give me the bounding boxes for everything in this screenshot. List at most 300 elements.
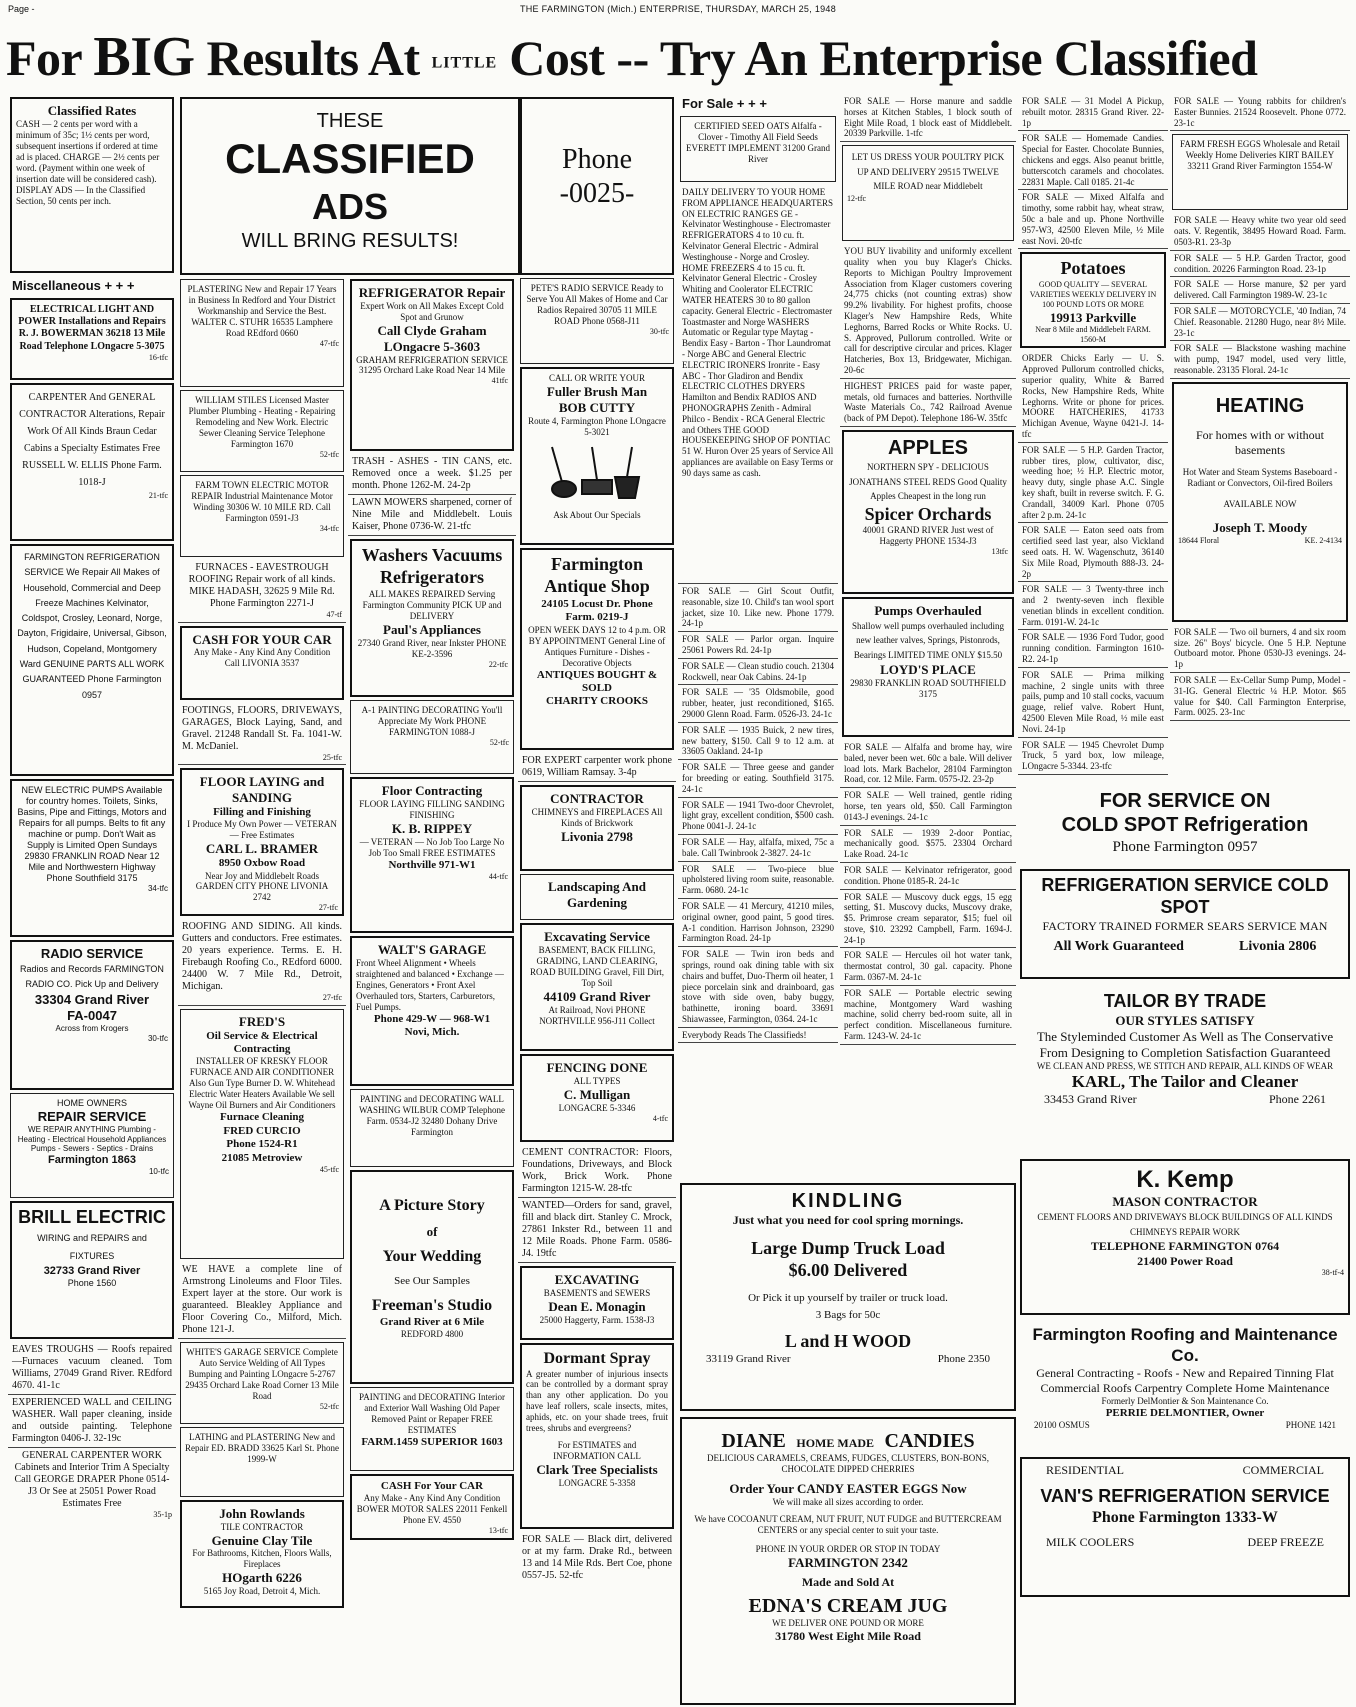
cash-car-ad: [180, 626, 344, 700]
column-5: [678, 94, 838, 1043]
tailor-small: WE CLEAN AND PRESS, WE STITCH AND REPAIR, ALL KINDS OF WEAR: [1036, 1060, 1334, 1071]
excav2-title: EXCAVATING: [554, 1272, 640, 1287]
kindling-addr: 33119 Grand River: [706, 1352, 791, 1365]
cold-phone: Phone Farmington 0957: [1112, 838, 1258, 855]
frig-tail: GRAHAM REFRIGERATION SERVICE 31295 Orchard Lake Road Near 14 Mile: [356, 354, 508, 376]
motor-repair-ad: [180, 475, 344, 557]
sale-studio-couch: [678, 659, 838, 686]
frig-code: 41tfc: [491, 376, 508, 386]
furnace-ad: [178, 560, 346, 623]
pauls-addr: 27340 Grand River, near Inkster PHONE KE-2-3596: [357, 637, 507, 659]
expert-carpenter-ad: [518, 753, 676, 782]
lathing-text: LATHING and PLASTERING New and Repair ED. BRADD 33625 Karl St. Phone 1999-W: [185, 1431, 339, 1464]
fence-code: 4-tfc: [652, 1113, 668, 1123]
floor-text: I Produce My Own Power — VETERAN — Free Estimates: [187, 819, 337, 841]
roofing-ad: [178, 919, 346, 1006]
rs-right: Livonia 2806: [1239, 938, 1317, 954]
spray-phone: LONGACRE 5-3358: [558, 1478, 636, 1489]
cash-car-text: Any Make - Any Kind Any Condition Call LIVONIA 3537: [193, 647, 331, 669]
karl-footer: [1024, 1092, 1346, 1107]
fuller-top: CALL OR WRITE YOUR: [549, 373, 645, 383]
tailor-sub: OUR STYLES SATISFY: [1115, 1012, 1255, 1028]
sewing-code: 24-1c: [900, 1031, 922, 1042]
fuller-addr: Route 4, Farmington Phone LOngacre 5-3021: [528, 415, 666, 437]
fred-phone: Phone 1524-R1: [226, 1138, 298, 1151]
washing-text: FOR SALE — Blackstone washing machine with pump, 1947 model, used very little, reasonable. 23135 Floral.: [1174, 343, 1346, 375]
freeman-name: Freeman's Studio: [371, 1297, 493, 1315]
sale-buick: [678, 723, 838, 760]
brill-title: BRILL ELECTRIC: [18, 1207, 166, 1227]
kemp-name: K. Kemp: [1136, 1166, 1234, 1193]
heating-name: Joseph T. Moody: [1212, 520, 1308, 536]
motorcycle-ad: [1170, 304, 1350, 341]
cash-for-car-ad: [350, 1474, 514, 1540]
brill-electric-ad: [10, 1201, 174, 1339]
oats-text: CERTIFIED SEED OATS Alfalfa - Clover - Timothy All Field Seeds EVERETT IMPLEMENT 31200 Grand River: [686, 121, 830, 164]
carpenter-ad: [10, 383, 174, 541]
fred-name: FRED CURCIO: [223, 1124, 301, 1137]
karl-phone: Phone 2261: [1269, 1092, 1326, 1107]
picture-samples: See Our Samples: [394, 1274, 470, 1287]
paint2-text: PAINTING and DECORATING Interior and Exterior Wall Washing Old Paper Removed Paint or Repaper FREE ESTIMATES: [359, 1392, 505, 1435]
vans-bot-right: DEEP FREEZE: [1247, 1535, 1324, 1550]
fred-sub: Oil Service & Electrical Contracting: [206, 1029, 318, 1056]
loyd-name: LOYD'S PLACE: [880, 661, 976, 677]
sale-living-room: [678, 862, 838, 899]
cash2-text: Any Make - Any Kind Any Condition BOWER MOTOR SALES 22011 Fenkell Phone EV. 4550: [356, 1493, 508, 1526]
cold-title: FOR SERVICE ON: [1099, 790, 1271, 812]
rabbits-code: 23-1c: [1174, 117, 1195, 128]
freeman-addr: Grand River at 6 Mile: [379, 1315, 485, 1328]
garden-text: FOR SALE — 5 H.P. Garden Tractor, good condition. 20226 Farmington Road.: [1174, 252, 1346, 274]
floor-contracting-ad: [350, 777, 514, 933]
expert-code: 3-4p: [618, 767, 637, 778]
sale2-text: FOR SALE — Parlor organ. Inquire 25061 Powers Rd.: [682, 634, 834, 655]
eaton-code: 24-2p: [1022, 557, 1165, 579]
sale3-text: FOR SALE — Clean studio couch. 21304 Rockwell, near Oak Cabins.: [682, 660, 834, 682]
pumps-ov-title: Pumps Overhauled: [874, 602, 982, 618]
tile-body: For Bathrooms, Kitchen, Floors Walls, Fireplaces: [192, 1548, 332, 1570]
potatoes-title: Potatoes: [1060, 258, 1126, 279]
candies-code: 21-4c: [1114, 176, 1135, 187]
brushes-illustration: [537, 442, 657, 502]
roofing-code: 27-tfc: [322, 993, 342, 1003]
column-6: [840, 94, 1016, 1045]
paint-code: 52-tfc: [489, 737, 509, 747]
washing-code: 24-1c: [1267, 364, 1289, 375]
a1-painting-ad: [350, 700, 514, 774]
pete-text: PETE'S RADIO SERVICE Ready to Serve You All Makes of Home and Car Radios Repaired 30705 11 MILE ROAD Phone 0568-J11: [526, 283, 668, 326]
milking-machine-ad: [1018, 668, 1168, 738]
column-8: [1170, 94, 1350, 721]
kindling-bags: 3 Bags for 50c: [815, 1309, 881, 1322]
phone-0025-box: [520, 97, 674, 275]
potatoes-body: GOOD QUALITY — SEVERAL VARIETIES WEEKLY DELIVERY IN 100 POUND LOTS OR MORE: [1029, 280, 1157, 309]
horse2-code: 23-1c: [1306, 290, 1328, 301]
banner-little: LITTLE: [431, 54, 498, 72]
radio-code: 30-tfc: [147, 1033, 168, 1043]
pumps-text: NEW ELECTRIC PUMPS Available for country homes. Toilets, Sinks, Basins, Pipe and Fittings, Motors and Repairs for all pumps. Belts to fit any machine or pump. Don't Wait as Supply is Limited Open Sundays 29830 FRANKLIN ROAD Near 12 Mile and Northwestern Highway Phone Southfield 3175: [17, 785, 167, 883]
garden-tractor-ad: [1018, 443, 1168, 524]
contractor-phone: Livonia 2798: [561, 828, 633, 844]
floor-sub: Filling and Finishing: [213, 805, 311, 818]
excavating-service-ad: [520, 923, 674, 1051]
potatoes-addr: 19913 Parkville: [1049, 309, 1137, 325]
column-7: [1018, 94, 1168, 775]
kemp-code: 38-tf-4: [1321, 1268, 1344, 1278]
pontiac-code: 24-1c: [887, 849, 909, 860]
spicer-addr: 40001 GRAND RIVER Just west of Haggerty PHONE 1534-J3: [862, 525, 994, 547]
cement-ad: [518, 1145, 676, 1198]
radio-phone: FA-0047: [67, 1008, 117, 1024]
floor-tail: Near Joy and Middlebelt Roads GARDEN CITY PHONE LIVONIA 2742: [195, 870, 329, 903]
motor-code: 34-tfc: [319, 523, 339, 533]
pickup-code: 22-1p: [1022, 106, 1165, 128]
ducks-code: 24-1p: [844, 934, 865, 945]
sale7-code: 24-1c: [735, 821, 757, 832]
footings-text: FOOTINGS, FLOORS, DRIVEWAYS, GARAGES, Block Laying, Sand, and Gravel. 21248 Randall St. Fa. 1041-W. M. McDaniel.: [182, 704, 342, 752]
pauls-name: Paul's Appliances: [383, 621, 481, 637]
horse-manure-ad: [840, 94, 1016, 142]
eaton-oats-ad: [1018, 523, 1168, 582]
diane-candies-ad: [680, 1417, 1016, 1705]
radio-addr: 33304 Grand River: [34, 992, 150, 1008]
brome-hay-ad: [840, 740, 1016, 788]
lawn-code: 21-tfc: [447, 521, 471, 532]
chevy-text: FOR SALE — 1945 Chevrolet Dump Truck, 5 yard box, low mileage, LOngacre 5-3344.: [1022, 739, 1164, 772]
rs-title: REFRIGERATION SERVICE COLD SPOT: [1041, 875, 1329, 917]
poultry-text: LET US DRESS YOUR POULTRY PICK UP AND DELIVERY 29515 TWELVE MILE ROAD near Middlebelt: [851, 152, 1005, 191]
antique-name: CHARITY CROOKS: [546, 695, 648, 708]
antique-buy: ANTIQUES BOUGHT & SOLD: [536, 668, 658, 694]
repair-text: WE REPAIR ANYTHING Plumbing - Heating - Electrical Household Appliances Pumps - Sewers - Septics - Drains: [17, 1124, 167, 1154]
pumps-code: 34-tfc: [147, 883, 168, 893]
brill-text: WIRING and REPAIRS and FIXTURES: [37, 1232, 147, 1261]
vans-footer: [1026, 1535, 1344, 1550]
fence-name: C. Mulligan: [563, 1086, 631, 1102]
roof-title: Farmington Roofing and Maintenance Co.: [1032, 1325, 1338, 1365]
cash2-code: 13-tfc: [488, 1526, 508, 1536]
petes-radio-ad: [520, 278, 674, 364]
floor-addr: 8950 Oxbow Road: [218, 857, 306, 870]
excav-addr: 44109 Grand River: [543, 988, 651, 1004]
column-4: [518, 94, 676, 1584]
sale-hay: [678, 835, 838, 862]
radio-tail: Across from Krogers: [55, 1024, 129, 1034]
highest-prices-ad: [840, 379, 1016, 427]
blackstone-washer-ad: [1170, 341, 1350, 378]
floor-laying-ad: [180, 768, 344, 916]
moto-text: FOR SALE — MOTORCYCLE, '40 Indian, 74 Chief. Reasonable. 21280 Hugo, near 8½ Mile.: [1174, 305, 1346, 327]
ducks-text: FOR SALE — Muscovy duck eggs, 15 egg setting, $1. Muscovy ducks, Muscovy drake, $5. Primrose cream separator, $15; fuel oil stove, $10. 23292 Campbell, Farm. 1694-J.: [844, 891, 1012, 934]
cold-sub: COLD SPOT Refrigeration: [1061, 814, 1309, 837]
sale8-text: FOR SALE — Hay, alfalfa, mixed, 75c a bale. Call Twinbrook 2-3827.: [682, 836, 834, 858]
ford-tudor-ad: [1018, 630, 1168, 667]
alfalfa-code: 20-tfc: [1060, 235, 1083, 246]
wanted-text: WANTED—Orders for sand, gravel, fill and black dirt. Stanley C. Mrock, 27861 Inkster Rd., between 11 and 12 Mile Roads. Phone Farm. 0586-J4.: [522, 1200, 672, 1259]
picture-of: of: [426, 1223, 438, 1239]
apples-ad: [842, 430, 1014, 594]
motor-text: FARM TOWN ELECTRIC MOTOR REPAIR Industrial Maintenance Motor Winding 30306 W. 10 MILE RD. Call Farmington 0591-J3: [191, 480, 333, 523]
kindling-title: KINDLING: [791, 1190, 905, 1212]
excav2-addr: 25000 Haggerty, Farm. 1538-J3: [539, 1314, 655, 1325]
dirt-text: FOR SALE — Black dirt, delivered or at my farm. Drake Rd., between 13 and 14 Mile Rds. Bert Coe, phone 0557-J5.: [522, 1534, 672, 1581]
rs-body: FACTORY TRAINED FORMER SEARS SERVICE MAN: [1042, 918, 1328, 933]
kelv-text: FOR SALE — Kelvinator refrigerator, good condition. Phone 0185-R.: [844, 864, 1012, 886]
page-banner: [6, 28, 1350, 86]
tile-phone: HOgarth 6226: [222, 1570, 302, 1586]
tractor-text: FOR SALE — 5 H.P. Garden Tractor, rubber tires, plow, cultivator, disc, weeding hoe; ½ H.P. Electric motor, heavy duty, single phase A.C. Single key shaft, built in reverse switch. F. G. Crandall, 34009 Karl. Phone 0705 after 2 p.m.: [1022, 444, 1164, 520]
fc-title: Floor Contracting: [381, 783, 483, 798]
pickup-ad: [1018, 94, 1168, 131]
classified-rates-box: [10, 97, 174, 273]
stiles-text: WILLIAM STILES Licensed Master Plumber Plumbing - Heating - Repairing Remodeling and New Work. Electric Sewer Cleaning Service Telephone Farmington 1670: [188, 395, 336, 449]
excav-text: BASEMENT, BACK FILLING, GRADING, LAND CLEARING, ROAD BUILDING Gravel, Fill Dirt, Top Soil: [530, 944, 664, 988]
contractor-title: CONTRACTOR: [550, 791, 644, 806]
sale4-text: FOR SALE — '35 Oldsmobile, good rubber, heater, just reconditioned, $165. 29000 Glenn Road. Farm. 0526-J3.: [682, 687, 834, 719]
tudor-text: FOR SALE — 1936 Ford Tudor, good running condition. Farmington 1610-R2.: [1022, 632, 1164, 665]
brill-phone: Phone 1560: [67, 1278, 117, 1289]
pumps-overhauled-ad: [842, 597, 1014, 737]
wilbur-painting-ad: [350, 1089, 514, 1167]
chicks-text: ORDER Chicks Early — U. S. Approved Pullorum controlled chicks, superior quality, White & Barred Rocks, New Hampshire Reds, White Leghorns. Write or phone for prices. MOORE HATCHERIES, 41733 Michigan Avenue, Wayne 0421-J.: [1022, 353, 1164, 429]
rowlands-name: John Rowlands: [219, 1505, 305, 1521]
pontiac-ad: [840, 826, 1016, 863]
fc-name: K. B. RIPPEY: [391, 820, 473, 836]
apples-title: APPLES: [887, 436, 969, 459]
roofing-text: ROOFING AND SIDING. All kinds. Gutters and conductors. Free estimates. 20 years experience. Terms. E. H. Firebaugh Roofing Co., REdford 6000. 24400 W. 7 Mile Rd., Detroit, Michigan.: [182, 921, 342, 993]
plastering-text: PLASTERING New and Repair 17 Years in Business In Redford and Your District Workmanship and Service the Best. WALTER C. STUHR 16535 Lamphere Road REdford 0660: [187, 284, 337, 338]
rabbits-ad: [1170, 94, 1350, 131]
spray-text: A greater number of injurious insects can be controlled by a dormant spray than any other application. Do you have leaf rollers, scale insects, mites, aphids, etc. on your shade trees, fruit trees, shrubs and evergreens?: [526, 1368, 668, 1434]
kindling-price: $6.00 Delivered: [788, 1259, 908, 1280]
vans-phone: Phone Farmington 1333-W: [1092, 1508, 1278, 1526]
milking-code: 24-1p: [1044, 723, 1066, 734]
tile-addr: 5165 Joy Road, Detroit 4, Mich.: [203, 1586, 321, 1597]
moto-code: 23-1c: [1174, 327, 1195, 338]
appliance-headquarters-ad: DAILY DELIVERY TO YOUR HOME FROM APPLIANCE HEADQUARTERS ON ELECTRIC RANGES GE - Kelvinator Westinghouse - Electromaster REFRIGERATORS 4 to 10 cu. ft. Kelvinator General Electric - Admiral Westinghouse - Norge and Crosley. HOME FREEZERS 4 to 15 cu. ft. Kelvinator General Electric - Crosley Whiting and Coolerator ELECTRIC WATER HEATERS 30 to 80 gallon capacity. General Electric - Electromaster Toastmaster and Norge WASHERS Automatic or Regular type Maytag - Bendix Easy - Barton - Thor Laundromat - Norge ABC and General Electric ELECTRIC IRONERS Ironrite - Easy ABC - Thor Gladiron and Bendix ELECTRIC CLOTHES DRYERS Hamilton and Bendix RADIOS AND PHONOGRAPHS Zenith - Admiral Philco - Bendix - RCA General Electric and Others THE GOOD HOUSEKEEPING SHOP OF PONTIAC 51 W. Huron Over 25 years of Service All appliances are available on Easy Terms or 90 days same as cash.: [678, 185, 838, 584]
floor-name: CARL L. BRAMER: [205, 841, 319, 857]
highest-text: HIGHEST PRICES paid for waste paper, metals, old furnaces and batteries. Northville Waste Materials Co., 742 Railroad Avenue (back of PM Depot). Telephone 186-W.: [844, 380, 1012, 424]
banner-text-3: Cost -- Try An Enterprise Classified: [497, 30, 1258, 86]
pontiac-text: FOR SALE — 1939 2-door Pontiac, mechanically good. $575. 23304 Orchard Lake Road.: [844, 827, 1012, 860]
pete-code: 30-tfc: [649, 326, 669, 336]
hercules-text: FOR SALE — Hercules oil hot water tank, thermostat control, 30 gal. capacity. Phone Farm. 0367-M.: [844, 950, 1012, 983]
chevy-code: 23-tfc: [1090, 761, 1112, 772]
sewing-machine-ad: [840, 986, 1016, 1045]
sale7-text: FOR SALE — 1941 Two-door Chevrolet, light gray, excellent condition, $500 cash. Phone 0041-J.: [682, 799, 834, 832]
frig-name: Call Clyde Graham: [377, 322, 487, 338]
paint-text: A-1 PAINTING DECORATING You'll Appreciate My Work PHONE FARMINGTON 1088-J: [361, 705, 503, 737]
contractor-ad: [520, 785, 674, 871]
masthead-line: THE FARMINGTON (Mich.) ENTERPRISE, THURSDAY, MARCH 25, 1948: [519, 4, 837, 14]
sale11-code: 24-1c: [797, 1013, 818, 1024]
fred-clean: Furnace Cleaning: [219, 1111, 305, 1124]
farmington-roofing-ad: [1020, 1321, 1350, 1451]
floor-title: FLOOR LAYING and SANDING: [199, 774, 325, 806]
fence-title: FENCING DONE: [546, 1060, 648, 1075]
vans-bot-left: MILK COOLERS: [1046, 1535, 1135, 1550]
eaton-text: FOR SALE — Eaton seed oats from certified seed last year, also Vickland seed oats. H. W. Wagenschutz, 36140 Six Mile Road, Plymouth 888-J3.: [1022, 525, 1164, 568]
diane-phone-top: PHONE IN YOUR ORDER OR STOP IN TODAY: [755, 1544, 941, 1555]
sale2-code: 24-1p: [750, 644, 772, 655]
radio-text: Radios and Records FARMINGTON RADIO CO. Pick Up and Delivery: [20, 963, 164, 990]
garden-tractor-2-ad: [1170, 251, 1350, 278]
heating-avail: AVAILABLE NOW: [1223, 499, 1297, 510]
repair-code: 10-tfc: [148, 1167, 169, 1177]
misc-header: Miscellaneous + + +: [12, 278, 135, 293]
banner-text-1: For: [6, 30, 94, 86]
brome-code: 23-2p: [972, 774, 994, 785]
riding-horse-ad: [840, 788, 1016, 825]
whites-text: WHITE'S GARAGE SERVICE Complete Auto Service Welding of All Types Bumping and Painting LOngacre 5-2767 29435 Orchard Lake Road Corner 13 Mile Road: [185, 1346, 339, 1401]
loyd-addr: 29830 FRANKLIN ROAD SOUTHFIELD 3175: [850, 677, 1006, 699]
furnace-text: FURNACES - EAVESTROUGH ROOFING Repair work of all kinds. MIKE HADASH, 32625 9 Mile Rd. Phone Farmington 2271-J: [188, 562, 336, 609]
fred-title: FRED'S: [238, 1013, 286, 1029]
excav-title: Excavating Service: [544, 929, 650, 944]
picture-wedding: Your Wedding: [382, 1248, 482, 1266]
poultry-ad: [842, 145, 1014, 241]
fc-phone: Northville 971-W1: [388, 858, 476, 871]
refrigerator-repair-ad: [350, 279, 514, 451]
walt-text: Front Wheel Alignment • Wheels straightened and balanced • Exchange — Engines, Generators • Front Axel Overhauled tors, Starters, Carburetors, Fuel Pumps.: [356, 957, 504, 1012]
kindling-ad: [680, 1183, 1016, 1411]
heating-addr: 18644 Floral: [1178, 536, 1220, 546]
brome-text: FOR SALE — Alfalfa and brome hay, wire baled, never been wet. 60c a bale. Will deliver load lots. Mark Bachelor, 28104 Farmington Road, cor. 12 Mile. Farm. 0575-J2.: [844, 741, 1012, 785]
vans-title: VAN'S REFRIGERATION SERVICE: [1040, 1485, 1330, 1506]
sale10-code: 24-1p: [749, 933, 771, 944]
sale9-text: FOR SALE — Two-piece blue upholstered living room suite, reasonable. Farm. 0680.: [682, 863, 834, 896]
refrigeration-ad: [10, 544, 174, 776]
vans-header: [1026, 1463, 1344, 1478]
edna-name: EDNA'S CREAM JUG: [748, 1594, 948, 1617]
frig-text: Expert Work on All Makes Except Cold Spot and Grunow: [360, 300, 504, 322]
tudor-code: 24-1p: [1037, 654, 1059, 665]
lathing-ad: [180, 1427, 344, 1497]
footings-ad: [178, 703, 346, 766]
fence-phone: LONGACRE 5-3346: [558, 1102, 636, 1113]
spicer-name: Spicer Orchards: [864, 503, 992, 524]
frig-phone: LOngacre 5-3603: [383, 338, 481, 354]
sale5-code: 24-1p: [741, 746, 763, 757]
kelv-code: 24-1c: [938, 875, 960, 886]
whites-garage-ad: [180, 1342, 344, 1424]
sale-parlor-organ: [678, 632, 838, 659]
burners-text: FOR SALE — Two oil burners, 4 and six room size. 26" Boys' bicycle. One 5 H.P. Neptune Outboard motor. Phone 0530-J3 evenings.: [1174, 626, 1346, 659]
potatoes-ad: [1020, 252, 1166, 348]
sale1-text: FOR SALE — Girl Scout Outfit, reasonable, size 10. Child's tan wool sport jacket, size 10. Like new. Phone 1779.: [682, 586, 834, 618]
horse-text: FOR SALE — Well trained, gentle riding horse, ten years old, $50. Call Farmington 0143-J evenings.: [844, 790, 1012, 822]
heating-sub: For homes with or without basements: [1196, 428, 1324, 457]
rabbits-text: FOR SALE — Young rabbits for children's Easter Bunnies. 21524 Roosevelt. Phone 0772.: [1174, 96, 1346, 117]
fred-addr: 21085 Metroview: [221, 1151, 303, 1164]
sale-beds: [678, 947, 838, 1028]
walt-title: WALT'S GARAGE: [377, 942, 487, 957]
column-1: [8, 94, 176, 1522]
kindling-sub: Just what you need for cool spring mornings.: [732, 1213, 964, 1228]
black-dirt-ad: [518, 1532, 676, 1584]
tailor-ad: [1020, 987, 1350, 1153]
burners-code: 24-1p: [1174, 648, 1346, 670]
roof-body: General Contracting - Roofs - New and Repaired Tinning Flat Commercial Roofs Carpentry Complete Home Maintenance: [1036, 1366, 1334, 1396]
picture-story-ad: [350, 1170, 514, 1384]
heating-footer: [1178, 536, 1342, 546]
roof-addr: 20100 OSMUS: [1034, 1420, 1090, 1431]
lawn-text: LAWN MOWERS sharpened, corner of Nine Mile and Middlebelt. Louis Kaiser, Phone 0736-W.: [352, 497, 512, 532]
horse-code: 24-1c: [907, 811, 928, 822]
homemade-candies-ad: [1018, 131, 1168, 190]
general-carpenter-ad: [8, 1448, 176, 1522]
pickup-text: FOR SALE — 31 Model A Pickup, rebuilt motor. 28315 Grand River.: [1022, 96, 1164, 117]
oats2-text: FOR SALE — Heavy white two year old seed oats. V. Regentik, 38495 Howard Road. Farm. 0503-R1.: [1174, 215, 1346, 247]
dirt-code: 52-tfc: [559, 1570, 584, 1581]
sale3-code: 24-1p: [785, 671, 807, 682]
sale6-text: FOR SALE — Three geese and gander for breeding or eating. Southfield 3175.: [682, 762, 834, 783]
spray-name: Clark Tree Specialists: [536, 1462, 658, 1478]
excavating-ad: [520, 1266, 674, 1340]
hercules-ad: [840, 948, 1016, 985]
pumps-ad: [10, 779, 174, 937]
hercules-code: 24-1c: [901, 972, 922, 983]
blinds-code: 24-1c: [1078, 616, 1100, 627]
klager-chicks-ad: [840, 244, 1016, 379]
fencing-ad: [520, 1054, 674, 1142]
mixed-alfalfa-ad: [1018, 190, 1168, 249]
sale1-code: 24-1p: [682, 618, 703, 629]
stiles-code: 52-tfc: [319, 449, 339, 459]
kindling-truck: Large Dump Truck Load: [751, 1238, 945, 1259]
wilbur-text: PAINTING and DECORATING WALL WASHING WILBUR COMP Telephone Farm. 0534-J2 32480 Dohany Drive Farmington: [359, 1094, 505, 1137]
diane-candies: CANDIES: [884, 1430, 975, 1452]
brush-icon: [552, 447, 639, 498]
rates-title: Classified Rates: [47, 103, 137, 118]
these-text: THESE: [316, 110, 384, 132]
eggs-text: FARM FRESH EGGS Wholesale and Retail Weekly Home Deliveries KIRT BAILEY 33211 Grand River Farmington 1554-W: [1180, 139, 1340, 172]
walt-phone: Phone 429-W — 968-W1: [373, 1012, 491, 1025]
dump-truck-ad: [1018, 738, 1168, 775]
rowlands-tile-ad: [180, 1500, 344, 1608]
kemp-sub: MASON CONTRACTOR: [1112, 1194, 1258, 1210]
rs-left: All Work Guaranteed: [1053, 938, 1184, 954]
repair-service-ad: [10, 1093, 174, 1198]
garden-code: 23-1p: [1305, 263, 1326, 274]
carpenter-code: 21-tfc: [148, 491, 168, 500]
antique-shop-ad: [520, 548, 674, 750]
sale-geese: [678, 760, 838, 797]
general-carpenter-code: 35-1p: [153, 1510, 172, 1519]
washers-body: ALL MAKES REPAIRED Serving Farmington Community PICK UP and DELIVERY: [362, 588, 502, 621]
cement-text: CEMENT CONTRACTOR: Floors, Foundations, Driveways, and Block Work, Brick Work. Phone Farmington 1215-W.: [522, 1147, 672, 1194]
edna-deliver: WE DELIVER ONE POUND OR MORE: [772, 1617, 924, 1628]
phone-title: Phone: [562, 144, 632, 175]
klager-text: YOU BUY livability and uniformly excellent quality when you buy Klager's Chicks. Reports to Michigan Poultry Improvement Association from Klager customers covering 24,775 chicks (not counting extras) show 99.2% livability. For highest profits, choose Klager's New Hampshire Reds, White Leghorns, Barred Rocks or White Rocks. U. S. Approved, Pullorum controlled. Write or call for descriptive circular and prices. Klager Hatcheries, Box 13, Bridgewater, Michigan.: [844, 246, 1012, 365]
kemp-body: CEMENT FLOORS AND DRIVEWAYS BLOCK BUILDINGS OF ALL KINDS CHIMNEYS REPAIR WORK: [1037, 1212, 1333, 1237]
sale8-code: 24-1c: [790, 847, 811, 858]
william-stiles-ad: [180, 390, 344, 472]
kindling-phone: Phone 2350: [937, 1352, 990, 1365]
diane-homemade: HOME MADE: [796, 1436, 875, 1450]
washers-title: Washers Vacuums Refrigerators: [361, 545, 503, 587]
kindling-name: L and H WOOD: [784, 1330, 912, 1351]
karl-addr: 33453 Grand River: [1044, 1092, 1137, 1107]
blinds-text: FOR SALE — 3 Twenty-three inch and 2 twenty-seven inch flexible venetian blinds in excellent condition. Farm. 0191-W.: [1022, 584, 1164, 627]
vans-left: RESIDENTIAL: [1046, 1463, 1124, 1477]
plastering-code: 47-tfc: [319, 338, 339, 348]
brill-addr: 32733 Grand River: [43, 1264, 141, 1277]
roof-footer: [1024, 1420, 1346, 1431]
contractor-text: CHIMNEYS and FIREPLACES All Kinds of Brickwork: [531, 806, 663, 828]
chicks-code: 14-tfc: [1022, 418, 1165, 439]
